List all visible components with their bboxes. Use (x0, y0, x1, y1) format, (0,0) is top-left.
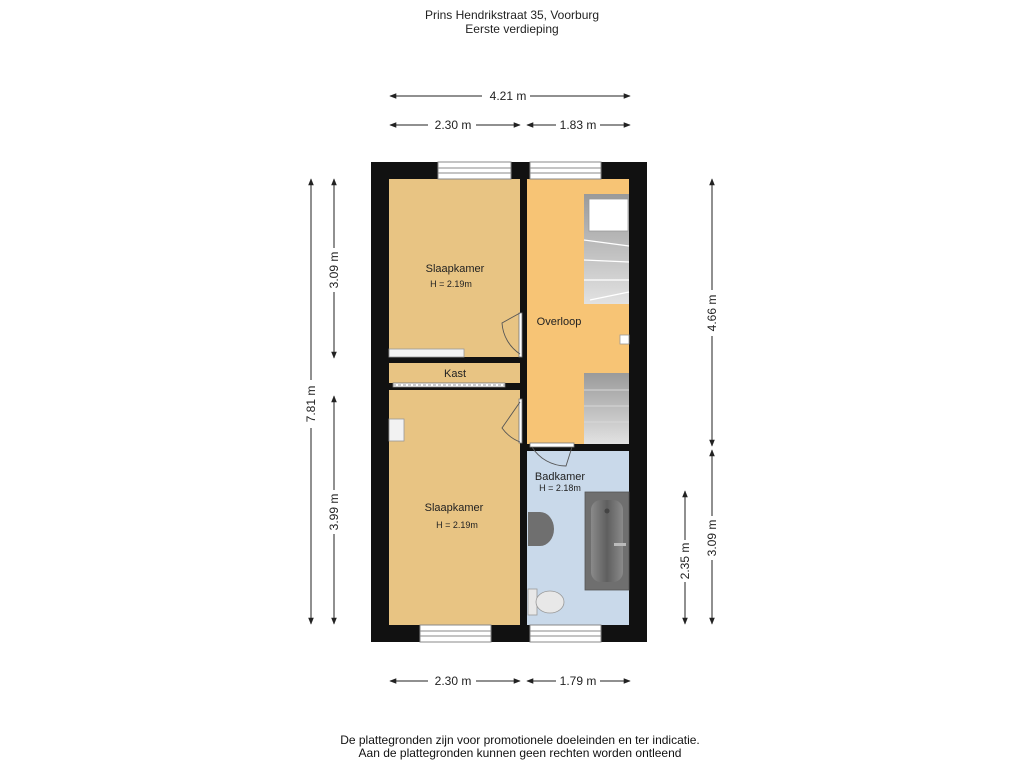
window-top-left (438, 162, 511, 179)
disclaimer-line-1: De plattegronden zijn voor promotionele doeleinden en ter indicatie. (340, 733, 700, 747)
height-bedroom-2: H = 2.19m (436, 520, 478, 530)
dim-label-left-lower: 3.99 m (327, 493, 341, 531)
dim-label-top-left: 2.30 m (434, 118, 472, 132)
label-landing: Overloop (536, 316, 582, 328)
label-closet: Kast (443, 368, 467, 380)
dim-label-right-lower: 3.09 m (705, 519, 719, 557)
dim-label-left-total: 7.81 m (304, 385, 318, 423)
dim-label-left-upper: 3.09 m (327, 251, 341, 289)
window-bottom-left (420, 625, 491, 642)
closet-door (393, 383, 505, 387)
height-bathroom: H = 2.18m (539, 483, 581, 493)
disclaimer-line-2: Aan de plattegronden kunnen geen rechten worden ontleend (358, 746, 682, 760)
bathtub (585, 492, 629, 590)
staircase-upper (584, 194, 629, 304)
bedroom-1-radiator (389, 349, 464, 357)
dim-label-bath-height: 2.35 m (678, 542, 692, 580)
label-bedroom-2: Slaapkamer (424, 502, 484, 514)
plan-floor: Eerste verdieping (465, 22, 559, 36)
dim-label-top-right: 1.83 m (559, 118, 597, 132)
landing-shaft (620, 335, 629, 344)
bedroom-2-shaft (389, 419, 404, 441)
label-bedroom-1: Slaapkamer (425, 263, 485, 275)
label-bathroom: Badkamer (534, 471, 586, 483)
toilet (528, 589, 564, 615)
dim-label-bottom-left: 2.30 m (434, 674, 472, 688)
height-bedroom-1: H = 2.19m (430, 279, 472, 289)
staircase-lower (584, 373, 629, 444)
window-bottom-right (530, 625, 601, 642)
dim-label-top-total: 4.21 m (489, 89, 527, 103)
dim-label-bottom-right: 1.79 m (559, 674, 597, 688)
window-top-right (530, 162, 601, 179)
dim-label-right-upper: 4.66 m (705, 294, 719, 332)
plan-address: Prins Hendrikstraat 35, Voorburg (424, 8, 600, 22)
